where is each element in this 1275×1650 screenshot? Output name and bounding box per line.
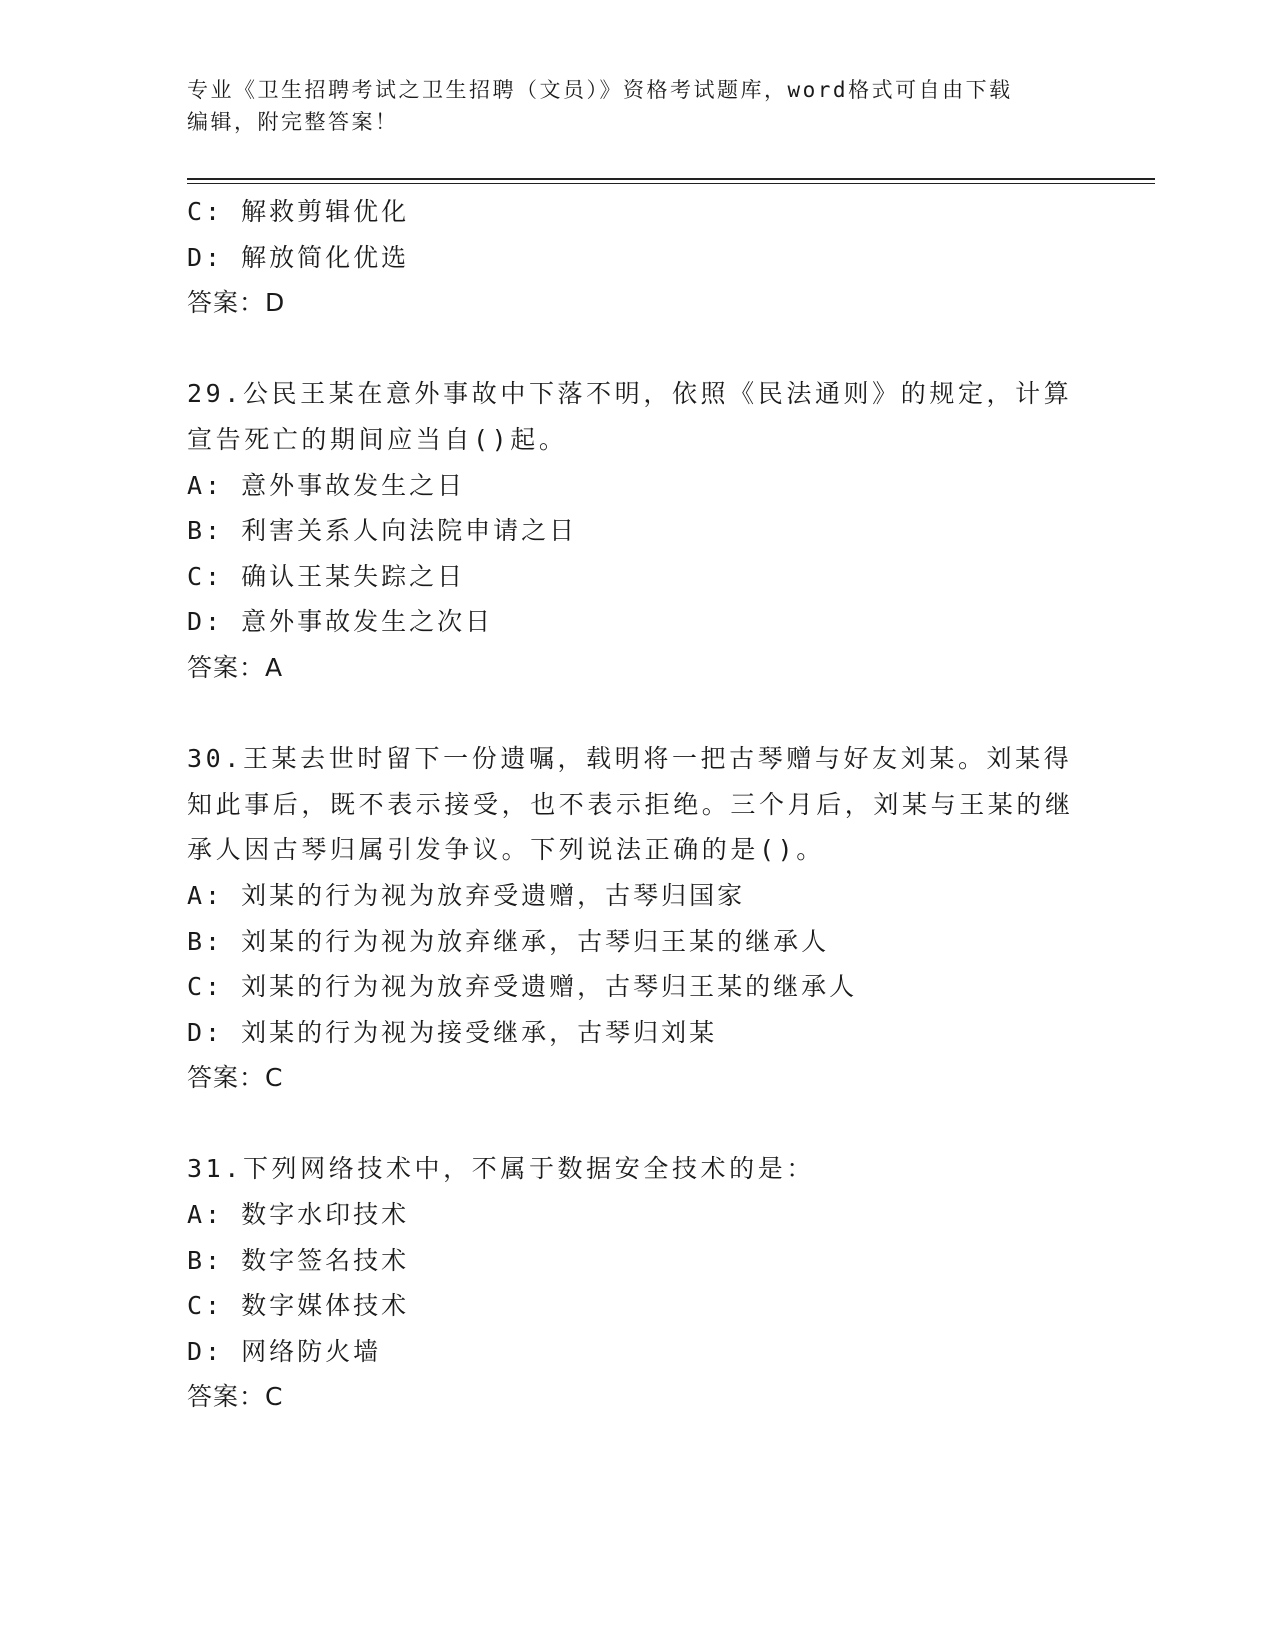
- question-28-continued: [187, 189, 1087, 326]
- option-b: B: 刘某的行为视为放弃继承，古琴归王某的继承人: [187, 926, 830, 956]
- question-31: [187, 1146, 1087, 1420]
- option-d: D: 网络防火墙: [187, 1336, 382, 1366]
- question-29: [187, 371, 1087, 690]
- question-stem: 31.下列网络技术中，不属于数据安全技术的是：: [187, 1154, 815, 1184]
- option-c: C: 解救剪辑优化: [187, 197, 410, 226]
- option-d: D: 刘某的行为视为接受继承，古琴归刘某: [187, 1017, 718, 1047]
- spacer: [187, 691, 1087, 737]
- header-rule-thin: [187, 183, 1155, 184]
- spacer: [187, 326, 1087, 372]
- spacer: [187, 1101, 1087, 1147]
- option-d: D: 解放简化优选: [187, 242, 410, 272]
- option-a: A: 数字水印技术: [187, 1200, 410, 1230]
- option-a: A: 意外事故发生之日: [187, 470, 466, 500]
- header-rule-thick: [187, 178, 1155, 180]
- question-stem: 29.公民王某在意外事故中下落不明，依照《民法通则》的规定，计算宣告死亡的期间应当自()起。: [187, 379, 1073, 454]
- option-c: C: 确认王某失踪之日: [187, 561, 466, 591]
- question-30: [187, 736, 1087, 1101]
- answer-line: 答案：C: [187, 1063, 284, 1093]
- option-c: C: 数字媒体技术: [187, 1291, 410, 1321]
- header-line-1: 专业《卫生招聘考试之卫生招聘（文员）》资格考试题库，word格式可自由下载: [187, 78, 1013, 102]
- option-b: B: 数字签名技术: [187, 1245, 410, 1275]
- header-line-2: 编辑，附完整答案！: [187, 110, 399, 134]
- option-d: D: 意外事故发生之次日: [187, 607, 494, 637]
- option-b: B: 利害关系人向法院申请之日: [187, 516, 578, 546]
- question-stem: 30.王某去世时留下一份遗嘱，载明将一把古琴赠与好友刘某。刘某得知此事后，既不表示接受，也不表示拒绝。三个月后，刘某与王某的继承人因古琴归属引发争议。下列说法正确的是()。: [187, 744, 1074, 865]
- option-c: C: 刘某的行为视为放弃受遗赠，古琴归王某的继承人: [187, 972, 858, 1002]
- answer-line: 答案：D: [187, 288, 286, 318]
- question-list: [187, 189, 1087, 1420]
- answer-line: 答案：C: [187, 1382, 284, 1412]
- option-a: A: 刘某的行为视为放弃受遗赠，古琴归国家: [187, 880, 746, 910]
- document-header: [187, 74, 1067, 138]
- answer-line: 答案：A: [187, 652, 284, 682]
